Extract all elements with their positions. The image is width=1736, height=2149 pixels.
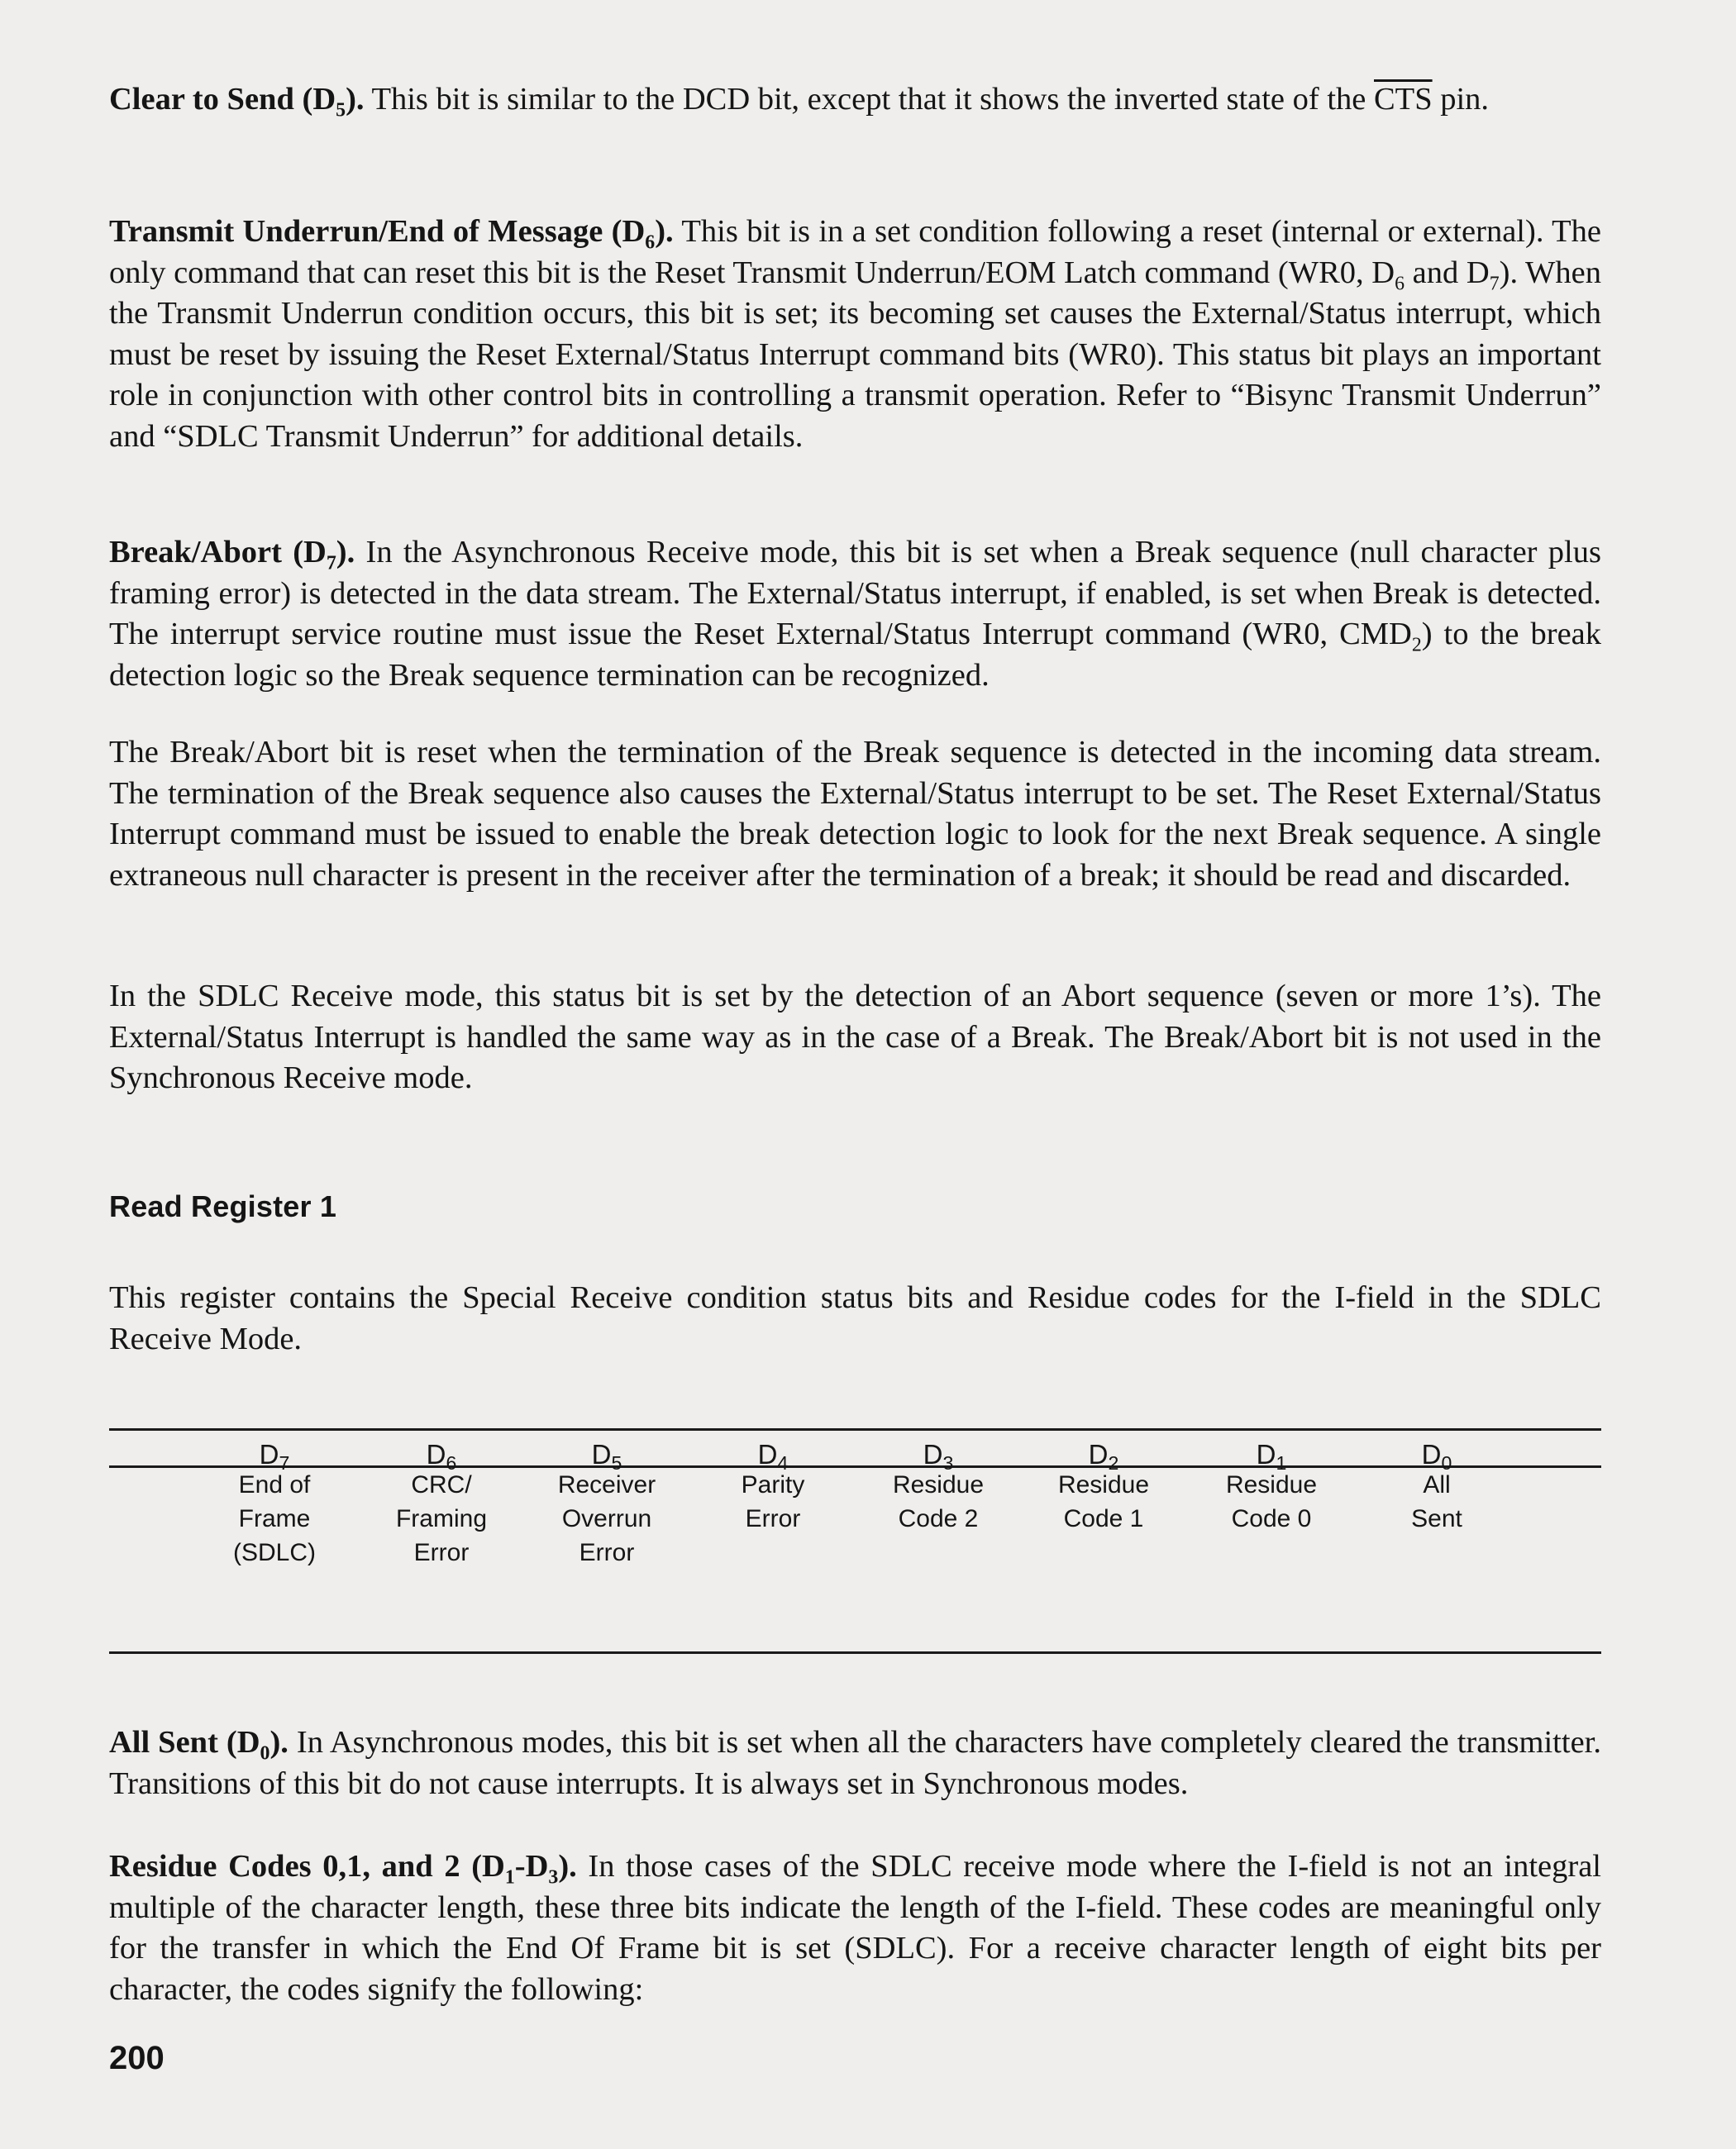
bit-description-line: Code 0 <box>1231 1505 1312 1532</box>
bit-description-line: Code 1 <box>1063 1505 1144 1532</box>
break-reset-paragraph: The Break/Abort bit is reset when the termination of the Break sequence is detected in the incoming data stream. The termination of the Break sequence also causes the External/Status interrupt to be set. The Reset External/Status Interrupt command must be issued to enable the break detection logic to look for the next Break sequence. A single extraneous null character is present in the receiver after the termination of a break; it should be read and discarded. <box>109 735 1601 893</box>
bit-description-line: Residue <box>1225 1471 1318 1499</box>
bit-name: $D_3$ <box>923 1439 954 1474</box>
bit-description-line: Residue <box>892 1471 985 1499</box>
sdlc-receive-paragraph: In the SDLC Receive mode, this status bit is set by the detection of an Abort sequence (seven or more 1’s). The External/Status Interrupt is handled the same way as in the case of a Break. The Break/Abort bit is not used in the Synchronous Receive mode. <box>109 979 1601 1095</box>
bit-description-line: End of <box>238 1471 311 1499</box>
transmit-underrun-heading: Transmit Underrun/End of Message $(D_6)$. <box>109 214 674 254</box>
bit-description-line: Error <box>579 1539 635 1566</box>
bit-description-line: Error <box>413 1539 470 1566</box>
all-sent-paragraph: All Sent $(D_0)$. In Asynchronous modes, this bit is set when all the characters have completely cleared the transmitter. Transitions of this bit do not cause interrupts. It is always set in Synchronous modes. <box>109 1725 1601 1801</box>
cts-pin-name: $\overline{CTS}$ <box>1374 82 1433 117</box>
bit-description-line: Residue <box>1057 1471 1150 1499</box>
bit-name: $D_7$ <box>259 1439 290 1474</box>
bit-description-line: Error <box>745 1505 801 1532</box>
transmit-underrun-paragraph: Transmit Underrun/End of Message $(D_6)$. This bit is in a set condition following a reset (internal or external). The only command that can reset this bit is the Reset Transmit Underrun/EOM Latch command (WR0, $D_6$ and $D_7$). When the Transmit Underrun condition occurs, this bit is set; its becoming set causes the External/Status interrupt, which must be reset by issuing the Reset External/Status Interrupt command bits (WR0). This status bit plays an important role in conjunction with other control bits in controlling a transmit operation. Refer to “Bisync Transmit Underrun” and “SDLC Transmit Underrun” for additional details. <box>109 214 1601 454</box>
bit-name: $D_0$ <box>1421 1439 1452 1474</box>
break-abort-paragraph: Break/Abort $(D_7)$. In the Asynchronous Receive mode, this bit is set when a Break sequence (null character plus framing error) is detected in the data stream. The External/Status interrupt, if enabled, is set when Break is detected. The interrupt service routine must issue the Reset External/Status Interrupt command (WR0, $CMD_2$) to the break detection logic so the Break sequence termination can be recognized. <box>109 535 1601 693</box>
register-bit-diagram <box>109 1428 1601 1660</box>
bit-description-line: Sent <box>1411 1505 1462 1532</box>
bit-description-line: Parity <box>741 1471 805 1499</box>
bit-description-line: Overrun <box>561 1505 652 1532</box>
bit-description <box>192 1468 357 1570</box>
diagram-top-rule <box>109 1428 1601 1431</box>
bit-description-line: Framing <box>395 1505 488 1532</box>
bit-description <box>359 1468 524 1570</box>
bit-description-line: All <box>1423 1471 1451 1499</box>
bit-description-line: Code 2 <box>898 1505 979 1532</box>
bit-description <box>1354 1468 1519 1536</box>
clear-to-send-paragraph: Clear to Send $(D_5)$. This bit is similar to the DCD bit, except that it shows the inverted state of the $\overline{CTS}$ pin. <box>109 82 1490 122</box>
bit-description-line: Receiver <box>557 1471 656 1499</box>
bit-description <box>690 1468 856 1536</box>
diagram-bottom-rule <box>109 1651 1601 1654</box>
bit-name: $D_2$ <box>1088 1439 1119 1474</box>
bit-name: $D_4$ <box>757 1439 789 1474</box>
bit-name: $D_5$ <box>591 1439 622 1474</box>
bit-name: $D_1$ <box>1256 1439 1287 1474</box>
bit-description <box>1189 1468 1354 1536</box>
read-register-1-intro: This register contains the Special Receive condition status bits and Residue codes for the I-field in the SDLC Receive Mode. <box>109 1280 1601 1356</box>
bit-description-line: CRC/ <box>411 1471 472 1499</box>
cts-heading: Clear to Send $(D_5)$. <box>109 82 365 122</box>
residue-codes-paragraph: Residue Codes 0,1, and 2 $(D_1-D_3)$. In those cases of the SDLC receive mode where the I-field is not an integral multiple of the character length, these three bits indicate the length of the I-field. These codes are meaningful only for the transfer in which the End Of Frame bit is set (SDLC). For a receive character length of eight bits per character, the codes signify the following: <box>109 1849 1601 2007</box>
section-title-read-register-1: Read Register 1 <box>109 1189 337 1223</box>
bit-description-line: (SDLC) <box>232 1539 316 1566</box>
bit-description <box>856 1468 1021 1536</box>
residue-codes-heading: Residue Codes 0,1, and 2 $(D_1-D_3)$. <box>109 1849 577 1889</box>
bit-description-line: Frame <box>238 1505 311 1532</box>
bit-name: $D_6$ <box>426 1439 457 1474</box>
page-number: 200 <box>109 2040 165 2076</box>
bit-description <box>1021 1468 1186 1536</box>
break-abort-heading: Break/Abort $(D_7)$. <box>109 535 355 574</box>
all-sent-heading: All Sent $(D_0)$. <box>109 1725 289 1765</box>
bit-description <box>524 1468 689 1570</box>
